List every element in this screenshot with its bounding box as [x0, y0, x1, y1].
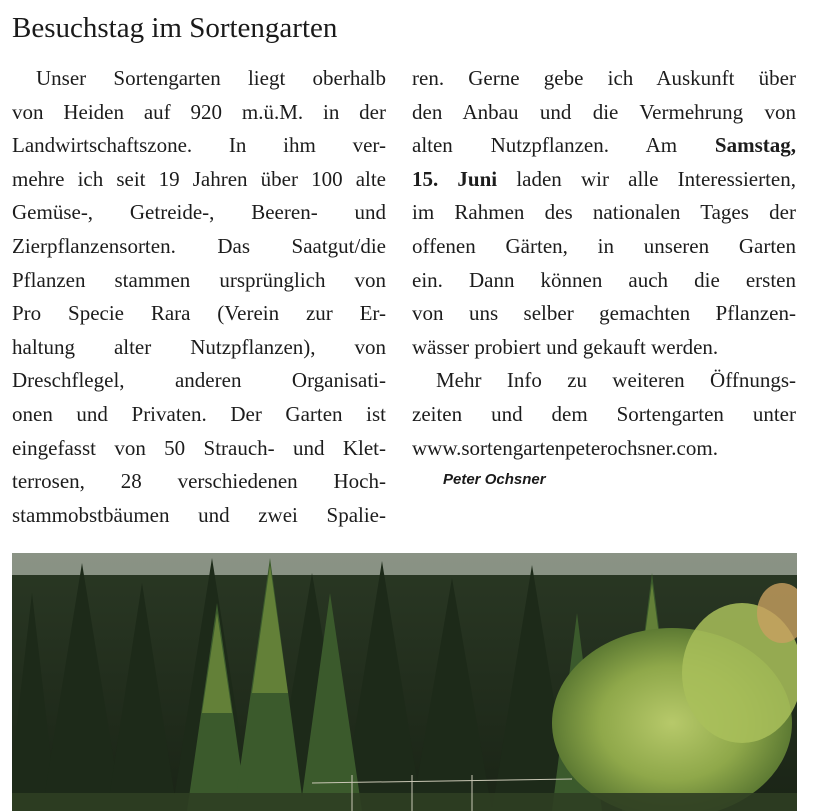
event-date: 15. Juni: [412, 166, 498, 191]
text-line: von Heiden auf 920 m.ü.M. in der: [12, 99, 386, 124]
ground: [12, 793, 797, 811]
text-line: von uns selber gemachten Pflanzen-: [412, 301, 796, 326]
text-column-left: [12, 62, 386, 532]
text-line: [412, 163, 796, 197]
text-line: Unser Sortengarten liegt oberhalb: [36, 66, 386, 90]
text-line: [412, 129, 796, 163]
text-line: mehre ich seit 19 Jahren über 100 alte: [12, 166, 386, 191]
sky-strip: [12, 553, 797, 575]
text-line: wässer probiert und gekauft werden.: [412, 334, 719, 359]
article-title: Besuchstag im Sortengarten: [12, 12, 338, 44]
text-line: ren. Gerne gebe ich Auskunft über: [412, 66, 796, 90]
forest-illustration: [12, 553, 797, 811]
text-fragment: alten Nutzpflanzen. Am: [412, 133, 678, 158]
text-line: zeiten und dem Sortengarten unter: [412, 401, 796, 426]
text-line: stammobstbäumen und zwei Spalie-: [12, 502, 386, 527]
text-line: Gemüse-, Getreide-, Beeren- und: [12, 200, 386, 225]
text-line: terrosen, 28 verschiedenen Hoch-: [12, 469, 386, 494]
text-line: offenen Gärten, in unseren Garten: [412, 233, 796, 258]
text-line: ein. Dann können auch die ersten: [412, 267, 796, 292]
text-line: Pflanzen stammen ursprünglich von: [12, 267, 386, 292]
text-column-right: [412, 62, 796, 465]
text-line: haltung alter Nutzpflanzen), von: [12, 334, 386, 359]
event-day: Samstag,: [714, 133, 796, 158]
text-fragment: laden wir alle Interessierten,: [516, 166, 796, 191]
text-line: eingefasst von 50 Strauch- und Klet-: [12, 435, 386, 460]
text-line: den Anbau und die Vermehrung von: [412, 99, 796, 124]
garden-photo: [12, 553, 797, 811]
text-line: Dreschflegel, anderen Organisati-: [12, 368, 386, 393]
text-line: onen und Privaten. Der Garten ist: [12, 401, 386, 426]
text-line: Zierpflanzensorten. Das Saatgut/die: [12, 233, 386, 258]
text-line: Mehr Info zu weiteren Öffnungs-: [436, 368, 796, 393]
website-url: www.sortengartenpeterochsner.com.: [412, 435, 718, 460]
text-line: im Rahmen des nationalen Tages der: [412, 200, 796, 225]
author-name: Peter Ochsner: [443, 471, 546, 488]
text-line: Pro Specie Rara (Verein zur Er-: [12, 301, 386, 326]
text-line: Landwirtschaftszone. In ihm ver-: [12, 133, 386, 158]
